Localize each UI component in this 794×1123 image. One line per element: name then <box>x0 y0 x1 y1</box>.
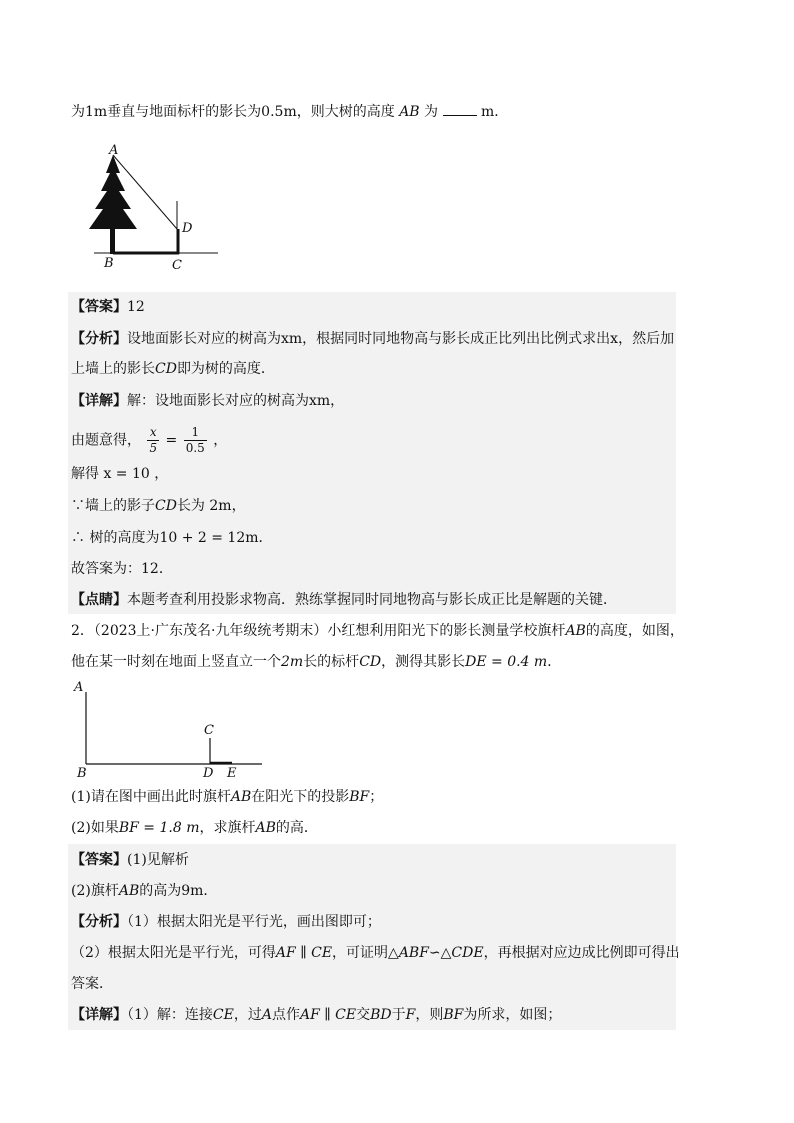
detail-text: 由题意得， <box>71 432 141 449</box>
label-B: B <box>104 256 114 271</box>
detail-text: 为所求，如图； <box>463 1007 562 1023</box>
q1-analysis-2 <box>71 359 275 379</box>
sub-var: AB <box>230 789 252 805</box>
tree-figure <box>84 143 224 273</box>
fraction-1-0.5 <box>184 425 207 456</box>
q1-detail-6 <box>71 559 173 579</box>
q1-detail-4 <box>71 496 246 516</box>
detail-text: ∴ 树的高度为10 + 2 = 12m． <box>71 530 273 546</box>
q1-answer <box>71 297 145 317</box>
q1-stem-text: 为1m垂直与地面标杆的影长为0.5m，则大树的高度 <box>71 104 395 120</box>
label-E: E <box>227 766 237 781</box>
q2-solution-block <box>68 844 676 1030</box>
detail-text: 点作 <box>271 1007 300 1023</box>
q1-detail-2 <box>71 425 227 456</box>
q2-answer-2 <box>71 881 217 901</box>
analysis-text: （1）根据太阳光是平行光，画出图即可； <box>127 914 381 930</box>
sub-text: ； <box>369 789 384 805</box>
sub-text: ，求旗杆 <box>199 820 256 836</box>
q2-stem-text: 2m <box>281 654 304 670</box>
flagpole-figure <box>70 676 270 786</box>
q2-sub-2 <box>71 818 318 838</box>
analysis-eq: △ABF∽△CDE <box>388 945 484 961</box>
answer-blank <box>443 101 477 116</box>
analysis-tag: 【分析】 <box>71 914 127 930</box>
analysis-text: 答案． <box>71 976 113 992</box>
answer-value: 12 <box>127 299 145 315</box>
answer-tag: 【答案】 <box>71 852 127 868</box>
q2-stem-text: ，测得其影长 <box>381 654 466 670</box>
q2-stem-text: 他在某一时刻在地面上竖直立一个 <box>71 654 281 670</box>
point-tag: 【点睛】 <box>71 592 127 608</box>
label-A: A <box>109 143 119 158</box>
detail-text: 故答案为：12． <box>71 561 173 577</box>
q2-analysis-1 <box>71 912 381 932</box>
sub-var: BF <box>349 789 370 805</box>
q2-stem-text: ． <box>547 654 562 670</box>
sub-text: (2)如果 <box>71 820 119 836</box>
detail-text: ，则 <box>415 1007 444 1023</box>
answer-var: AB <box>118 883 140 899</box>
equals-sign: = <box>165 432 178 449</box>
label-C: C <box>204 723 214 738</box>
analysis-text: 设地面影长对应的树高为xm，根据同时同地物高与影长成正比列出比例式求出x，然后加 <box>127 331 675 347</box>
detail-text: 于 <box>391 1007 406 1023</box>
detail-tag: 【详解】 <box>71 393 127 409</box>
q2-analysis-3 <box>71 974 113 994</box>
analysis-text: ，再根据对应边成比例即可得出 <box>483 945 680 961</box>
q2-analysis-2 <box>71 943 680 963</box>
q2-stem-var: CD <box>359 654 382 670</box>
sub-var: AB <box>255 820 276 836</box>
detail-eq: AF ∥ CE <box>299 1007 357 1023</box>
sub-text: (1)请在图中画出此时旗杆 <box>71 789 231 805</box>
q1-detail-1 <box>71 391 344 411</box>
analysis-text: （2）根据太阳光是平行光，可得 <box>71 945 276 961</box>
q2-stem-var: AB <box>565 623 586 639</box>
q2-detail-1 <box>71 1005 561 1025</box>
answer-text: 的高为9m． <box>139 883 218 899</box>
label-A: A <box>74 680 84 695</box>
detail-text: ， <box>213 432 228 449</box>
frac-num: x <box>147 425 159 441</box>
frac-den: 5 <box>149 441 158 455</box>
detail-text: （1）解：连接 <box>127 1007 213 1023</box>
answer-text: (1)见解析 <box>127 852 189 868</box>
detail-var: CD <box>155 498 177 514</box>
frac-den: 0.5 <box>185 441 205 455</box>
sub-text: 在阳光下的投影 <box>251 789 350 805</box>
label-D: D <box>182 221 193 236</box>
q1-detail-3 <box>71 464 168 484</box>
detail-tag: 【详解】 <box>71 1007 127 1023</box>
detail-text: 解得 x = 10 ， <box>71 466 169 482</box>
detail-text: ∵墙上的影子 <box>71 498 155 514</box>
q1-stem-unit: m． <box>480 104 509 120</box>
analysis-tag: 【分析】 <box>71 331 127 347</box>
sub-eq: BF = 1.8 m <box>118 820 200 836</box>
q1-stem <box>71 101 508 122</box>
detail-var: A <box>261 1007 272 1023</box>
detail-var: F <box>405 1007 416 1023</box>
q1-stem-text-2: 为 <box>424 104 439 120</box>
fraction-x-5 <box>147 425 159 456</box>
q2-stem-text: 长的标杆 <box>303 654 360 670</box>
analysis-var: CD <box>155 361 177 377</box>
analysis-eq: AF ∥ CE <box>275 945 333 961</box>
q2-sub-1 <box>71 787 383 807</box>
point-text: 本题考查利用投影求物高．熟练掌握同时同地物高与影长成正比是解题的关键． <box>127 592 617 608</box>
q2-stem-2 <box>71 652 561 672</box>
label-B: B <box>77 766 87 781</box>
answer-text: (2)旗杆 <box>71 883 119 899</box>
detail-text: ，过 <box>233 1007 262 1023</box>
analysis-text: 上墙上的影长 <box>71 361 155 377</box>
detail-text: 交 <box>356 1007 371 1023</box>
label-D: D <box>203 766 214 781</box>
q2-answer-1 <box>71 850 189 870</box>
analysis-text: 即为树的高度． <box>176 361 275 377</box>
q2-stem-text: 的高度，如图， <box>585 623 684 639</box>
q1-detail-5 <box>71 528 273 548</box>
frac-num: 1 <box>184 425 207 441</box>
q1-point <box>71 590 617 610</box>
detail-var: BF <box>443 1007 464 1023</box>
q2-stem-text: 2．（2023上·广东茂名·九年级统考期末）小红想利用阳光下的影长测量学校旗杆 <box>71 623 566 639</box>
detail-text: 解：设地面影长对应的树高为xm， <box>127 393 345 409</box>
detail-text: 长为 2m， <box>176 498 246 514</box>
q2-stem-1 <box>71 621 684 641</box>
q1-analysis-1 <box>71 329 674 349</box>
q2-stem-eq: DE = 0.4 m <box>465 654 548 670</box>
detail-var: CE <box>212 1007 234 1023</box>
detail-var: BD <box>370 1007 392 1023</box>
answer-tag: 【答案】 <box>71 299 127 315</box>
sub-text: 的高． <box>275 820 318 836</box>
label-C: C <box>172 258 182 273</box>
analysis-text: ，可证明 <box>332 945 389 961</box>
q1-stem-var: AB <box>399 104 420 120</box>
